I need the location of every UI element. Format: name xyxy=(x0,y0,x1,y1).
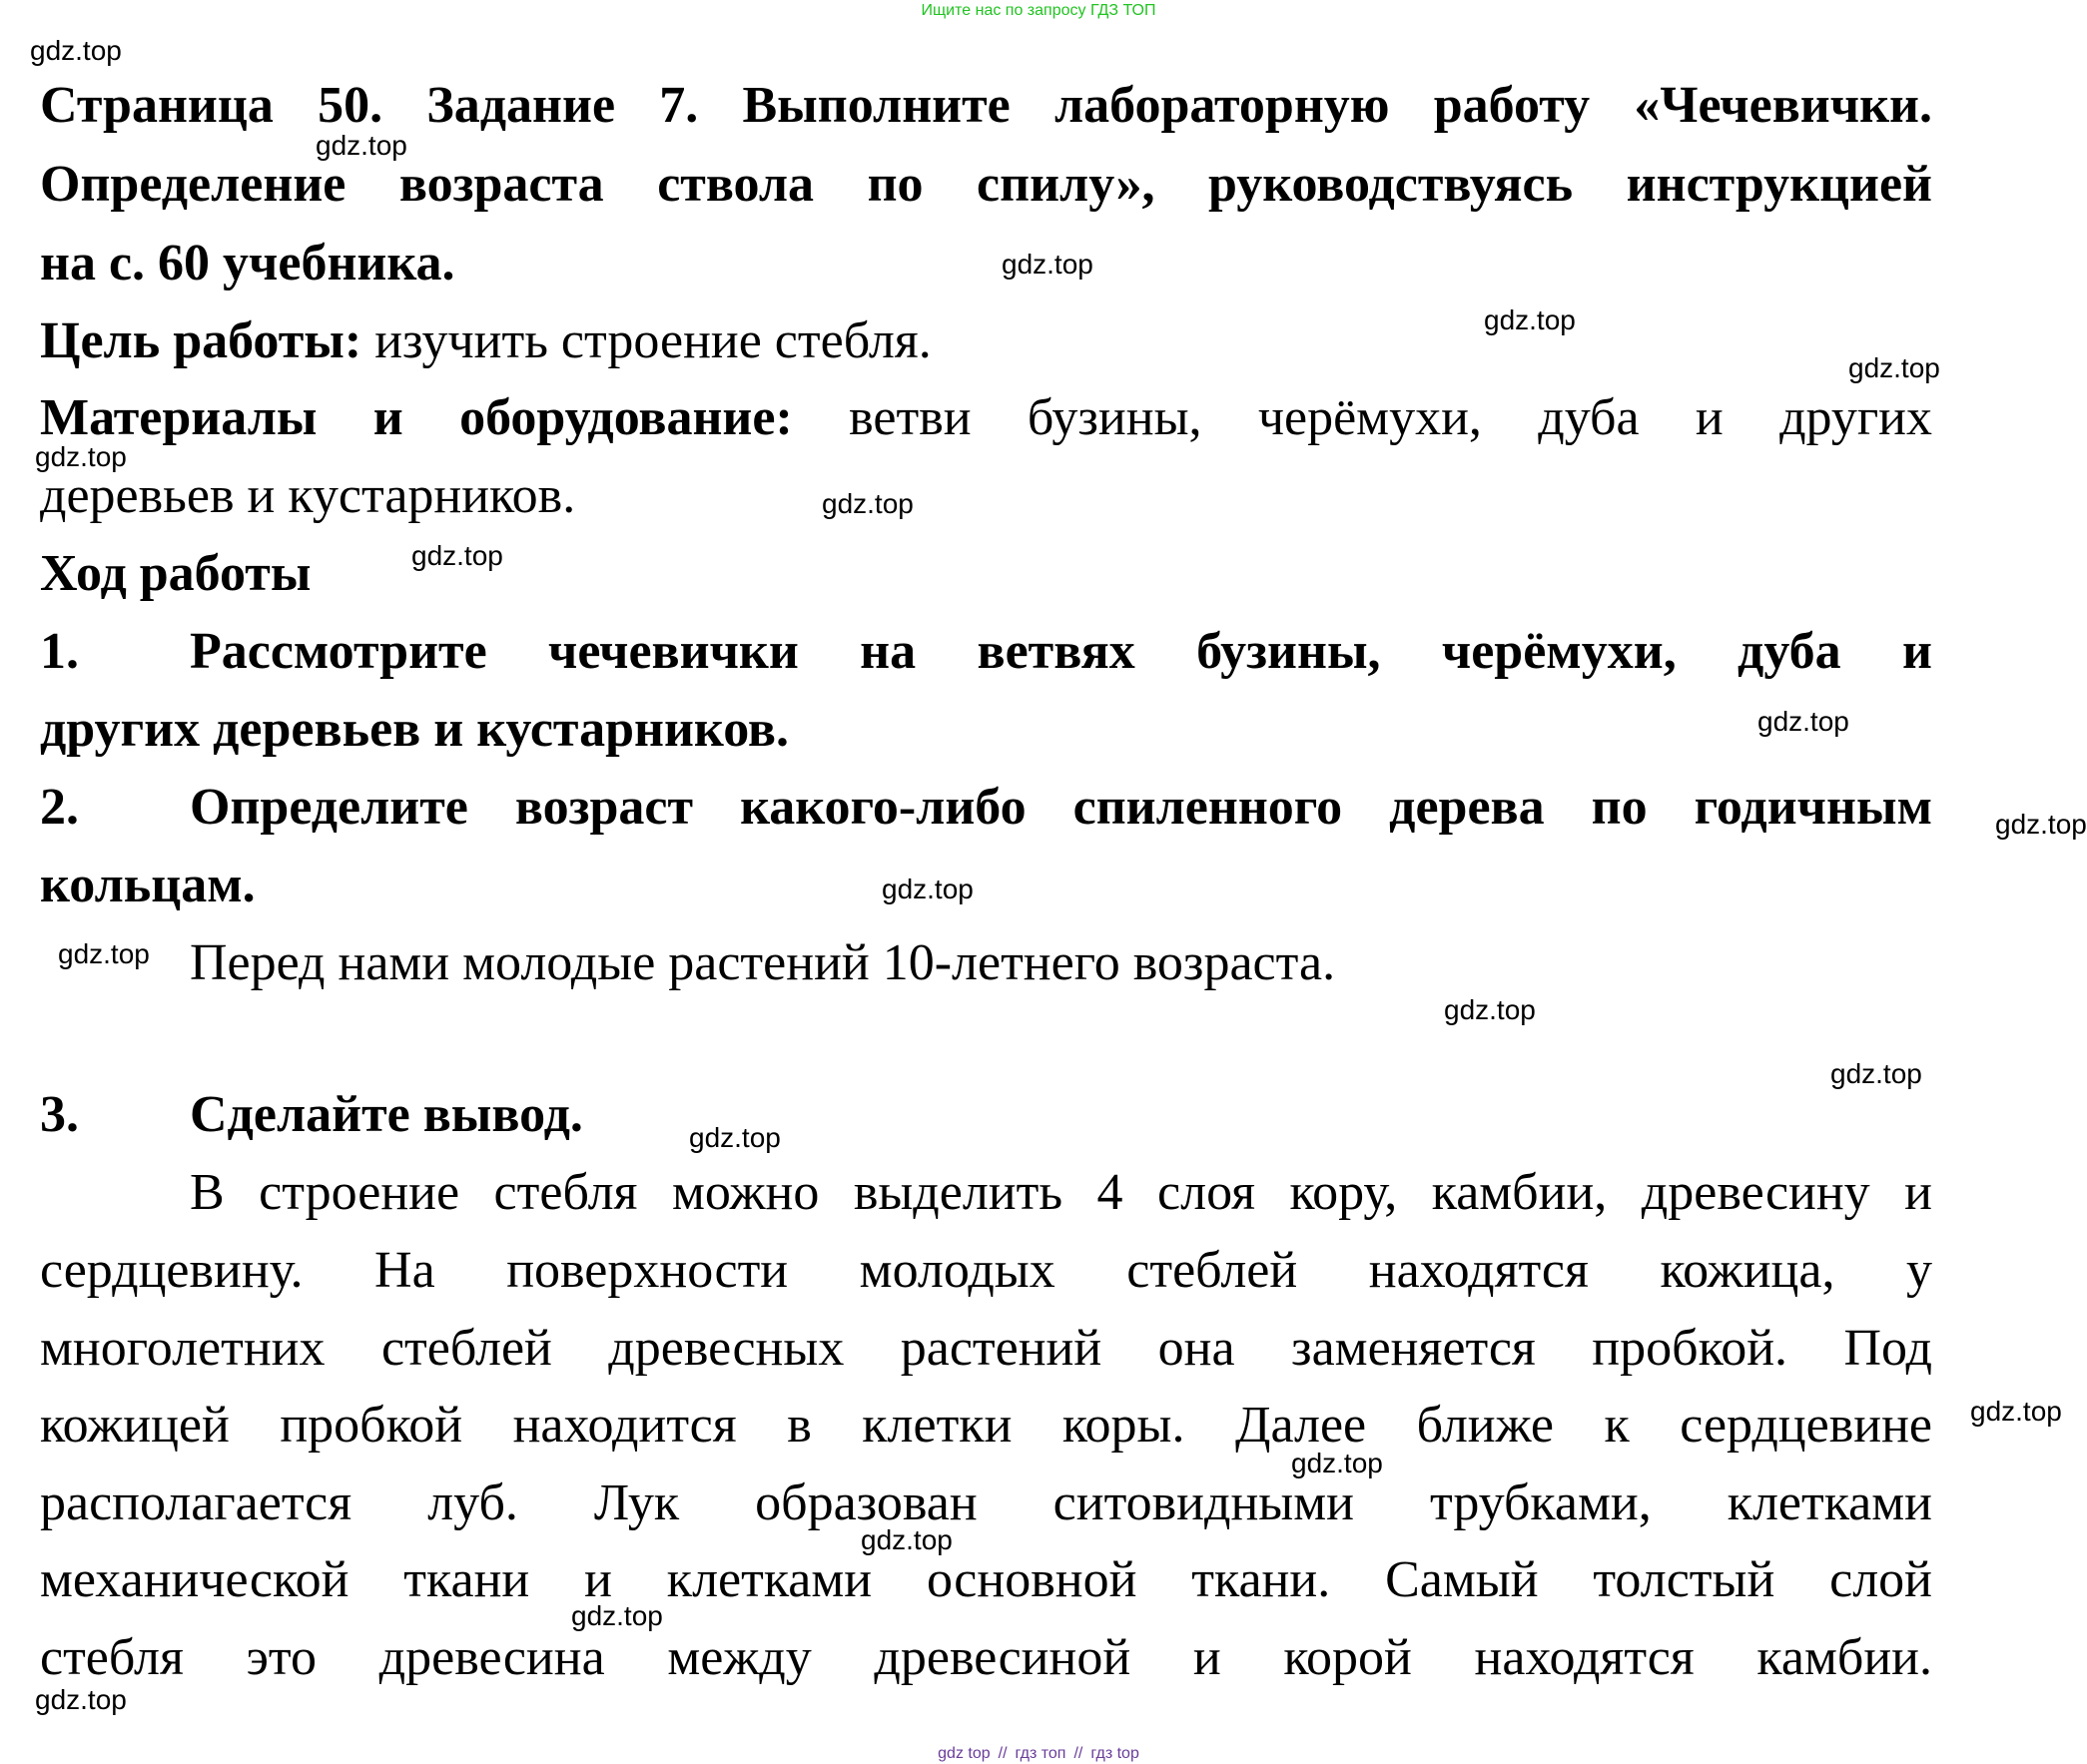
watermark: gdz.top xyxy=(1444,994,1536,1025)
watermark: gdz.top xyxy=(1757,706,1849,737)
watermark: gdz.top xyxy=(35,1684,127,1715)
heading-line-1: Страница 50. Задание 7. Выполните лабораторную работу «Чечевички. xyxy=(40,77,1932,134)
materials-label: Материалы и оборудование: xyxy=(40,389,793,446)
conclusion-line: многолетних стеблей древесных растений она заменяется пробкой. Под xyxy=(40,1320,1932,1377)
watermark: gdz.top xyxy=(1970,1396,2062,1427)
watermark: gdz.top xyxy=(411,540,503,571)
watermark: gdz.top xyxy=(1002,249,1093,280)
goal-text: изучить строение стебля. xyxy=(361,312,932,369)
footer-link[interactable]: гдз топ xyxy=(1015,1745,1066,1762)
step-2-line-2: кольцам. xyxy=(40,857,256,913)
step-1-line-2: других деревьев и кустарников. xyxy=(40,701,789,758)
watermark: gdz.top xyxy=(58,938,150,969)
materials-line-2: деревьев и кустарников. xyxy=(40,467,576,524)
step-2-answer: Перед нами молодые растений 10-летнего возраста. xyxy=(190,934,1336,991)
watermark: gdz.top xyxy=(861,1524,953,1555)
step-1-line-1 xyxy=(40,622,1932,682)
goal-line xyxy=(40,311,1932,371)
goal-label: Цель работы: xyxy=(40,312,362,369)
watermark: gdz.top xyxy=(1995,809,2087,840)
watermark: gdz.top xyxy=(1848,352,1940,383)
top-banner: Ищите нас по запросу ГДЗ ТОП xyxy=(921,2,1156,19)
step-3-line-1 xyxy=(40,1085,1932,1145)
watermark: gdz.top xyxy=(35,441,127,472)
watermark: gdz.top xyxy=(822,488,914,519)
conclusion-line: располагается луб. Лук образован ситовидными трубками, клетками xyxy=(40,1474,1932,1531)
watermark: gdz.top xyxy=(882,874,974,904)
step-3-number: 3. xyxy=(40,1086,79,1143)
step-2-number: 2. xyxy=(40,779,79,836)
footer-separator: // xyxy=(1073,1745,1083,1762)
heading-line-2: Определение возраста ствола по спилу», руководствуясь инструкцией xyxy=(40,156,1932,213)
conclusion-line: В строение стебля можно выделить 4 слоя кору, камбии, древесину и xyxy=(190,1164,1932,1221)
footer xyxy=(0,1745,2077,1763)
watermark: gdz.top xyxy=(1291,1448,1383,1478)
footer-link[interactable]: гдз top xyxy=(1090,1745,1139,1762)
conclusion-line: механической ткани и клетками основной ткани. Самый толстый слой xyxy=(40,1551,1932,1608)
materials-text: ветви бузины, черёмухи, дуба и других xyxy=(792,389,1932,446)
step-3-text: Сделайте вывод. xyxy=(190,1086,583,1143)
watermark: gdz.top xyxy=(316,130,407,161)
conclusion-line: стебля это древесина между древесиной и корой находятся камбии. xyxy=(40,1629,1932,1686)
step-1-text: Рассмотрите чечевички на ветвях бузины, черёмухи, дуба и xyxy=(190,623,1932,680)
watermark: gdz.top xyxy=(1830,1058,1922,1089)
step-1-number: 1. xyxy=(40,623,79,680)
step-2-line-1 xyxy=(40,778,1932,838)
procedure-title: Ход работы xyxy=(40,545,312,602)
conclusion-line: кожицей пробкой находится в клетки коры. Далее ближе к сердцевине xyxy=(40,1397,1932,1454)
heading-line-3: на с. 60 учебника. xyxy=(40,235,455,292)
materials-line-1 xyxy=(40,388,1932,448)
footer-separator: // xyxy=(998,1745,1008,1762)
watermark: gdz.top xyxy=(571,1600,663,1631)
watermark: gdz.top xyxy=(30,35,122,66)
watermark: gdz.top xyxy=(1484,304,1576,335)
watermark: gdz.top xyxy=(689,1122,781,1153)
conclusion-line: сердцевину. На поверхности молодых стеблей находятся кожица, у xyxy=(40,1242,1932,1299)
step-2-text: Определите возраст какого-либо спиленного дерева по годичным xyxy=(190,779,1932,836)
footer-link[interactable]: gdz top xyxy=(938,1745,991,1762)
